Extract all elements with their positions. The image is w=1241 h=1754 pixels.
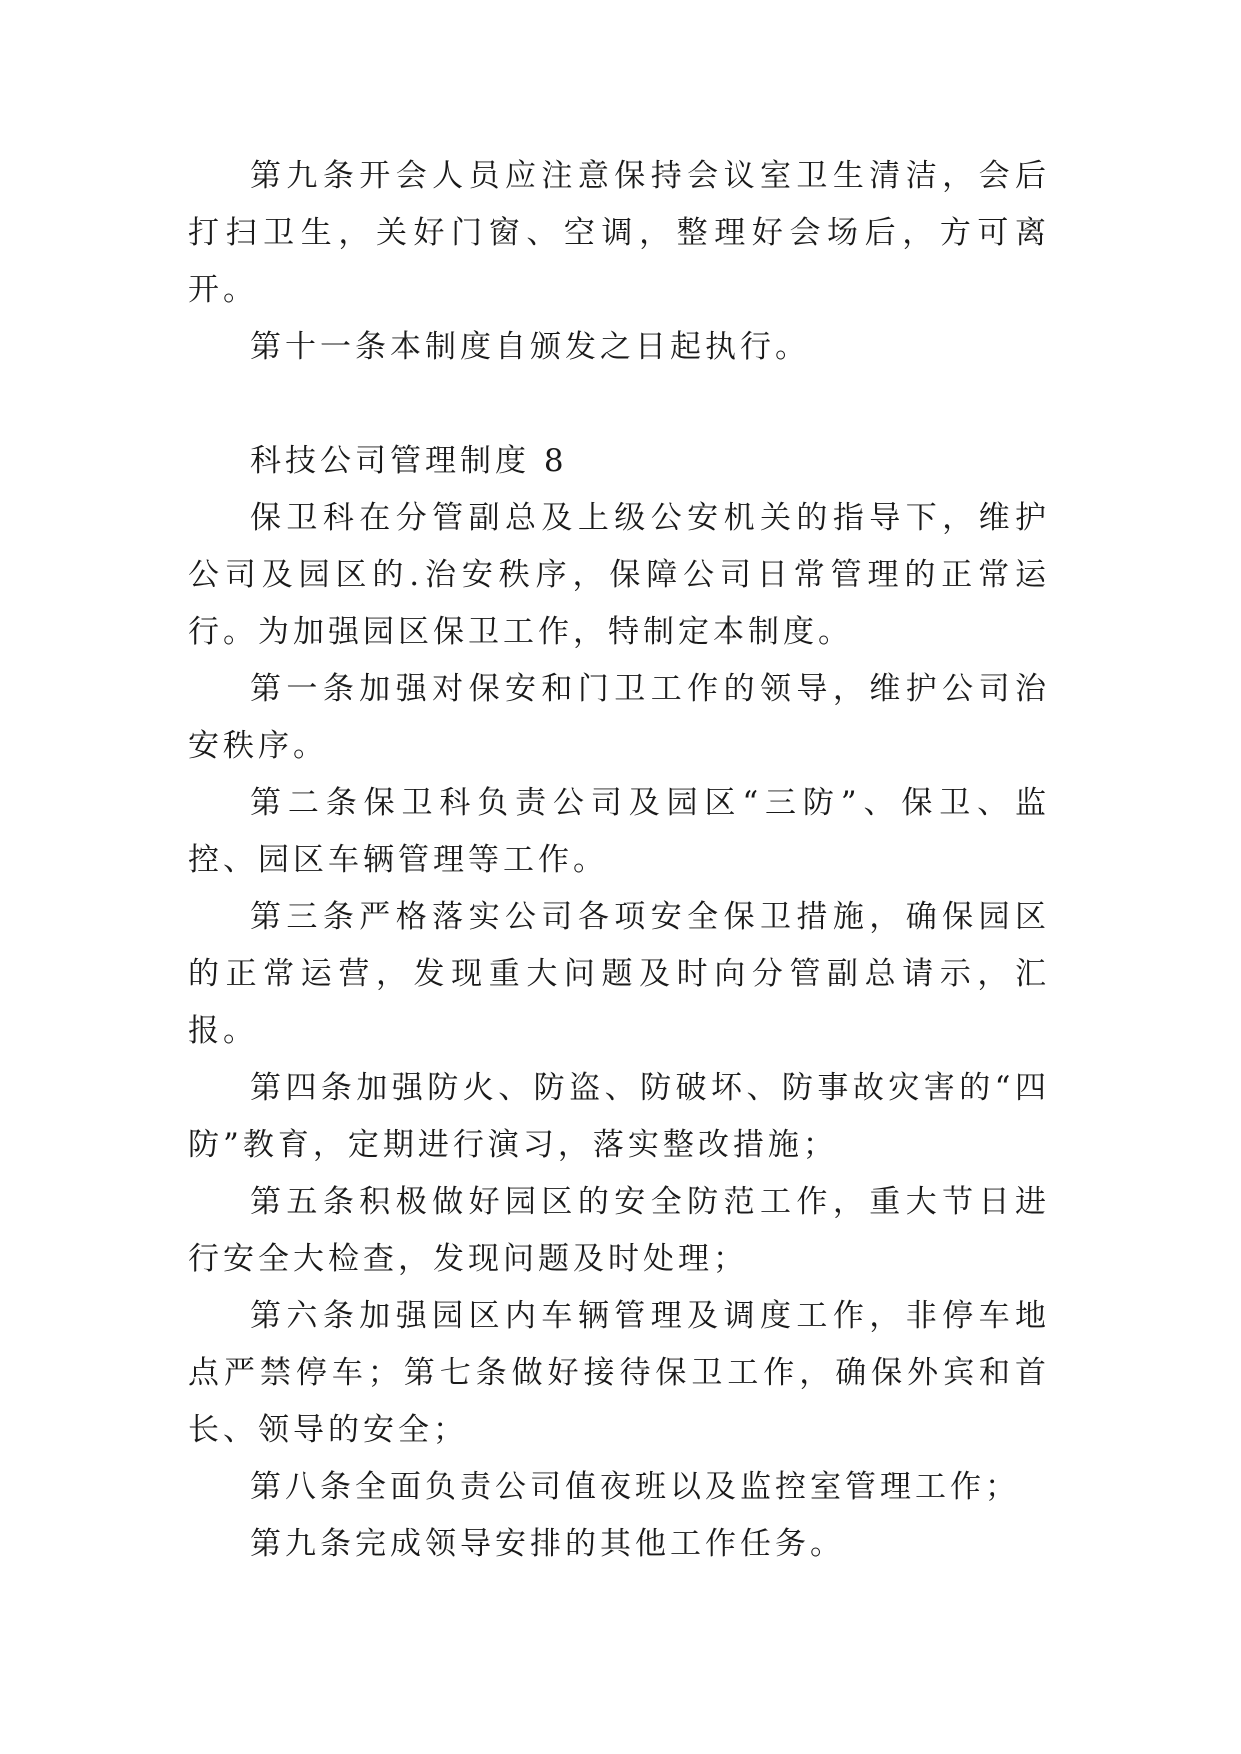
paragraph-article-9-meeting: 第九条开会人员应注意保持会议室卫生清洁，会后打扫卫生，关好门窗、空调，整理好会场后，方可离开。 <box>188 158 1050 308</box>
paragraph-article-2: 第二条保卫科负责公司及园区“三防”、保卫、监控、园区车辆管理等工作。 <box>188 785 1050 878</box>
document-body <box>188 148 1050 1573</box>
paragraph-article-4: 第四条加强防火、防盗、防破坏、防事故灾害的“四防”教育，定期进行演习，落实整改措施； <box>188 1070 1050 1163</box>
paragraph-article-9-tasks: 第九条完成领导安排的其他工作任务。 <box>250 1526 845 1562</box>
paragraph-article-8: 第八条全面负责公司值夜班以及监控室管理工作； <box>250 1469 1020 1505</box>
paragraph-article-11-effective: 第十一条本制度自颁发之日起执行。 <box>250 329 810 365</box>
paragraph-article-6-7: 第六条加强园区内车辆管理及调度工作，非停车地点严禁停车；第七条做好接待保卫工作，确保外宾和首长、领导的安全； <box>188 1298 1050 1448</box>
paragraph-article-1: 第一条加强对保安和门卫工作的领导，维护公司治安秩序。 <box>188 671 1050 764</box>
paragraph-article-3: 第三条严格落实公司各项安全保卫措施，确保园区的正常运营，发现重大问题及时向分管副总请示，汇报。 <box>188 899 1050 1049</box>
paragraph-preamble: 保卫科在分管副总及上级公安机关的指导下，维护公司及园区的.治安秩序，保障公司日常管理的正常运行。为加强园区保卫工作，特制定本制度。 <box>188 500 1050 650</box>
paragraph-article-5: 第五条积极做好园区的安全防范工作，重大节日进行安全大检查，发现问题及时处理； <box>188 1184 1050 1277</box>
section-title: 科技公司管理制度 8 <box>250 443 568 479</box>
paragraph-spacer <box>188 376 1050 433</box>
